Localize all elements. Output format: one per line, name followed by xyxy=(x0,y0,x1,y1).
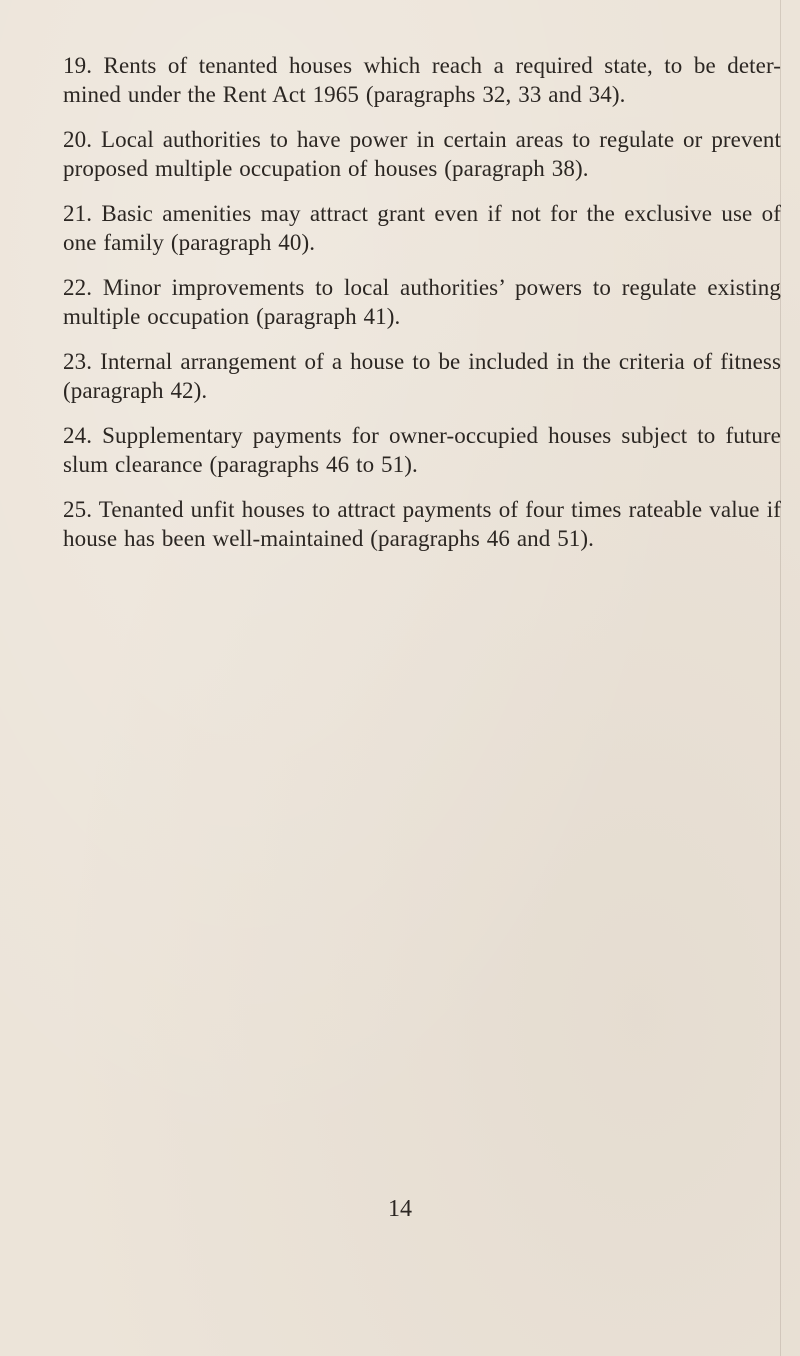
clause-text: Tenanted unfit houses to attract payments of four times rateable value if house has been well-maintained (paragraphs 46 and 51). xyxy=(63,497,781,551)
clause-text: Basic amenities may attract grant even if not for the exclusive use of one family (paragraph 40). xyxy=(63,201,781,255)
clause-number: 21. xyxy=(63,201,102,226)
clause-number: 19. xyxy=(63,53,104,78)
clause-number: 24. xyxy=(63,423,103,448)
clause-text: Minor improvements to local authorities’ powers to regulate existing multiple occupation (paragraph 41). xyxy=(63,275,782,329)
clause-19 xyxy=(63,51,781,109)
clause-number: 25. xyxy=(63,497,99,522)
clause-22 xyxy=(63,273,781,331)
clause-20 xyxy=(63,125,781,183)
clause-text: Supplementary payments for owner-occupied houses subject to future slum clearance (paragraphs 46 to 51). xyxy=(63,423,781,477)
clause-text: Local authorities to have power in certain areas to regulate or prevent proposed multiple occupation of houses (paragraph 38). xyxy=(63,127,781,181)
clause-25 xyxy=(63,495,781,553)
clause-text: Rents of tenanted houses which reach a required state, to be deter-mined under the Rent Act 1965 (paragraphs 32, 33 and 34). xyxy=(63,53,781,107)
clause-list xyxy=(63,51,781,569)
clause-21 xyxy=(63,199,781,257)
page-number: 14 xyxy=(388,1196,412,1222)
clause-number: 23. xyxy=(63,349,101,374)
clause-number: 22. xyxy=(63,275,103,300)
clause-number: 20. xyxy=(63,127,101,152)
clause-text: Internal arrangement of a house to be included in the criteria of fitness (paragraph 42). xyxy=(63,349,781,403)
clause-24 xyxy=(63,421,781,479)
clause-23 xyxy=(63,347,781,405)
